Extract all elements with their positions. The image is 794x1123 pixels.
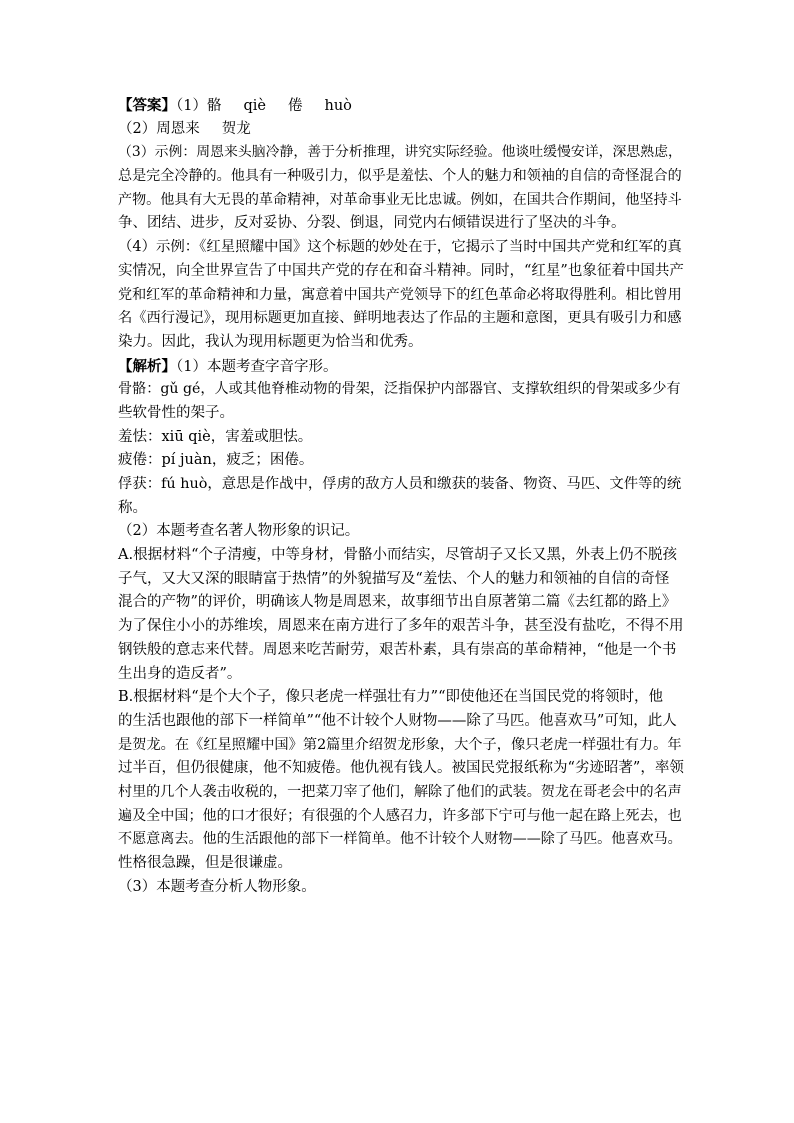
- analysis-p3-head: （3）本题考查分析人物形象。: [118, 878, 316, 895]
- analysis-p2-b-line: 村里的几个人袭击收税的，一把菜刀宰了他们，解除了他们的武装。贺龙在哥老会中的名声: [118, 783, 682, 800]
- analysis-p2-a-line: 生出身的造反者”。: [118, 665, 242, 682]
- analysis-p2-b-line: 不愿意离去。他的生活跟他的部下一样简单。他不计较个人财物——除了马匹。他喜欢马。: [118, 831, 682, 848]
- analysis-p1-line: 称。: [118, 499, 147, 516]
- analysis-p2-b-line: B.根据材料“是个大个子，像只老虎一样强壮有力”“即使他还在当国民党的将领时，他: [118, 689, 663, 706]
- analysis-p2-b-line: 过半百，但仍很健康，他不知疲倦。他仇视有钱人。被国民党报纸称为“劣迹昭著”，率领: [118, 760, 684, 777]
- analysis-p1-head-line: [118, 355, 684, 379]
- analysis-p1-head: （1）本题考查字音字形。: [176, 358, 338, 375]
- document-page: [118, 94, 684, 899]
- answer-q3-line: 总是完全冷静的。他具有一种吸引力，似乎是羞怯、个人的魅力和领袖的自信的奇怪混合的: [118, 168, 682, 185]
- analysis-p1-line: 疲倦：pí juàn，疲乏；困倦。: [118, 452, 314, 469]
- analysis-p1-line: 俘获：fú huò，意思是作战中，俘虏的敌方人员和缴获的装备、物资、马匹、文件等的统: [118, 476, 682, 492]
- analysis-p2-a-line: 混合的产物”的评价，明确该人物是周恩来，故事细节出自原著第二篇《去红都的路上》: [118, 594, 677, 611]
- answer-q1-item: 倦: [288, 98, 303, 114]
- analysis-p1-line: 些软骨性的架子。: [118, 404, 234, 421]
- analysis-p2-a-line: 子气，又大又深的眼睛富于热情”的外貌描写及“羞怯、个人的魅力和领袖的自信的奇怪: [118, 570, 670, 587]
- analysis-label: 【解析】: [118, 357, 176, 375]
- answer-q4-line: 名《西行漫记》，现用标题更加直接、鲜明地表达了作品的主题和意图，更具有吸引力和感: [118, 310, 682, 327]
- answer-label: 【答案】: [118, 97, 176, 114]
- analysis-p2-a-line: A.根据材料“个子清瘦，中等身材，骨骼小而结实，尽管胡子又长又黑，外表上仍不脱孩: [118, 547, 677, 564]
- analysis-p2-b-line: 的生活也跟他的部下一样简单”“他不计较个人财物——除了马匹。他喜欢马”可知，此人: [118, 712, 677, 729]
- answer-q4-line: （4）示例：《红星照耀中国》这个标题的妙处在于，它揭示了当时中国共产党和红军的真: [118, 239, 682, 256]
- answer-q4-line: 实情况，向全世界宣告了中国共产党的存在和奋斗精神。同时，“红星”也象征着中国共产: [118, 262, 684, 279]
- answer-q1-item: huò: [324, 98, 352, 114]
- answer-q3-line: 争、团结、进步，反对妥协、分裂、倒退，同党内右倾错误进行了坚决的斗争。: [118, 215, 626, 232]
- answer-q4-line: 染力。因此，我认为现用标题更为恰当和优秀。: [118, 333, 423, 350]
- analysis-p2-b-line: 是贺龙。在《红星照耀中国》第2篇里介绍贺龙形象，大个子，像只老虎一样强壮有力。年: [118, 736, 682, 753]
- analysis-p2-head: （2）本题考查名著人物形象的识记。: [118, 523, 360, 540]
- analysis-p2-b-line: 性格很急躁，但是很谦虚。: [118, 855, 292, 871]
- answer-q2-prefix: （2）: [118, 120, 157, 137]
- analysis-p2-a-line: 钢铁般的意志来代替。周恩来吃苦耐劳，艰苦朴素，具有崇高的革命精神，“他是一个书: [118, 641, 677, 658]
- answer-q1-prefix: （1）: [176, 98, 207, 114]
- analysis-p1-line: 骨骼：gǔ gé，人或其他脊椎动物的骨架，泛指保护内部器官、支撑软组织的骨架或多少有: [118, 381, 681, 398]
- analysis-p1-line: 羞怯：xiū qiè，害羞或胆怯。: [118, 428, 313, 445]
- answer-q2-item: 周恩来: [156, 120, 200, 137]
- answer-q4-line: 党和红军的革命精神和力量，寓意着中国共产党领导下的红色革命必将取得胜利。相比曾用: [118, 286, 682, 303]
- analysis-p2-b-line: 遍及全中国；他的口才很好；有很强的个人感召力，许多部下宁可与他一起在路上死去，也: [118, 807, 682, 824]
- answer-q2-line: [118, 118, 684, 142]
- answer-q3-line: （3）示例：周恩来头脑冷静，善于分析推理，讲究实际经验。他谈吐缓慢安详，深思熟虑，: [118, 144, 682, 161]
- answer-q2-item: 贺龙: [221, 120, 251, 137]
- answer-q1-item: 骼: [206, 98, 222, 114]
- analysis-p2-a-line: 为了保住小小的苏维埃，周恩来在南方进行了多年的艰苦斗争，甚至没有盐吃，不得不用: [118, 618, 684, 635]
- answer-q1-item: qiè: [243, 98, 266, 114]
- answer-q1-line: [118, 94, 684, 118]
- answer-q3-line: 产物。他具有大无畏的革命精神，对革命事业无比忠诚。例如，在国共合作期间，他坚持斗: [118, 191, 682, 208]
